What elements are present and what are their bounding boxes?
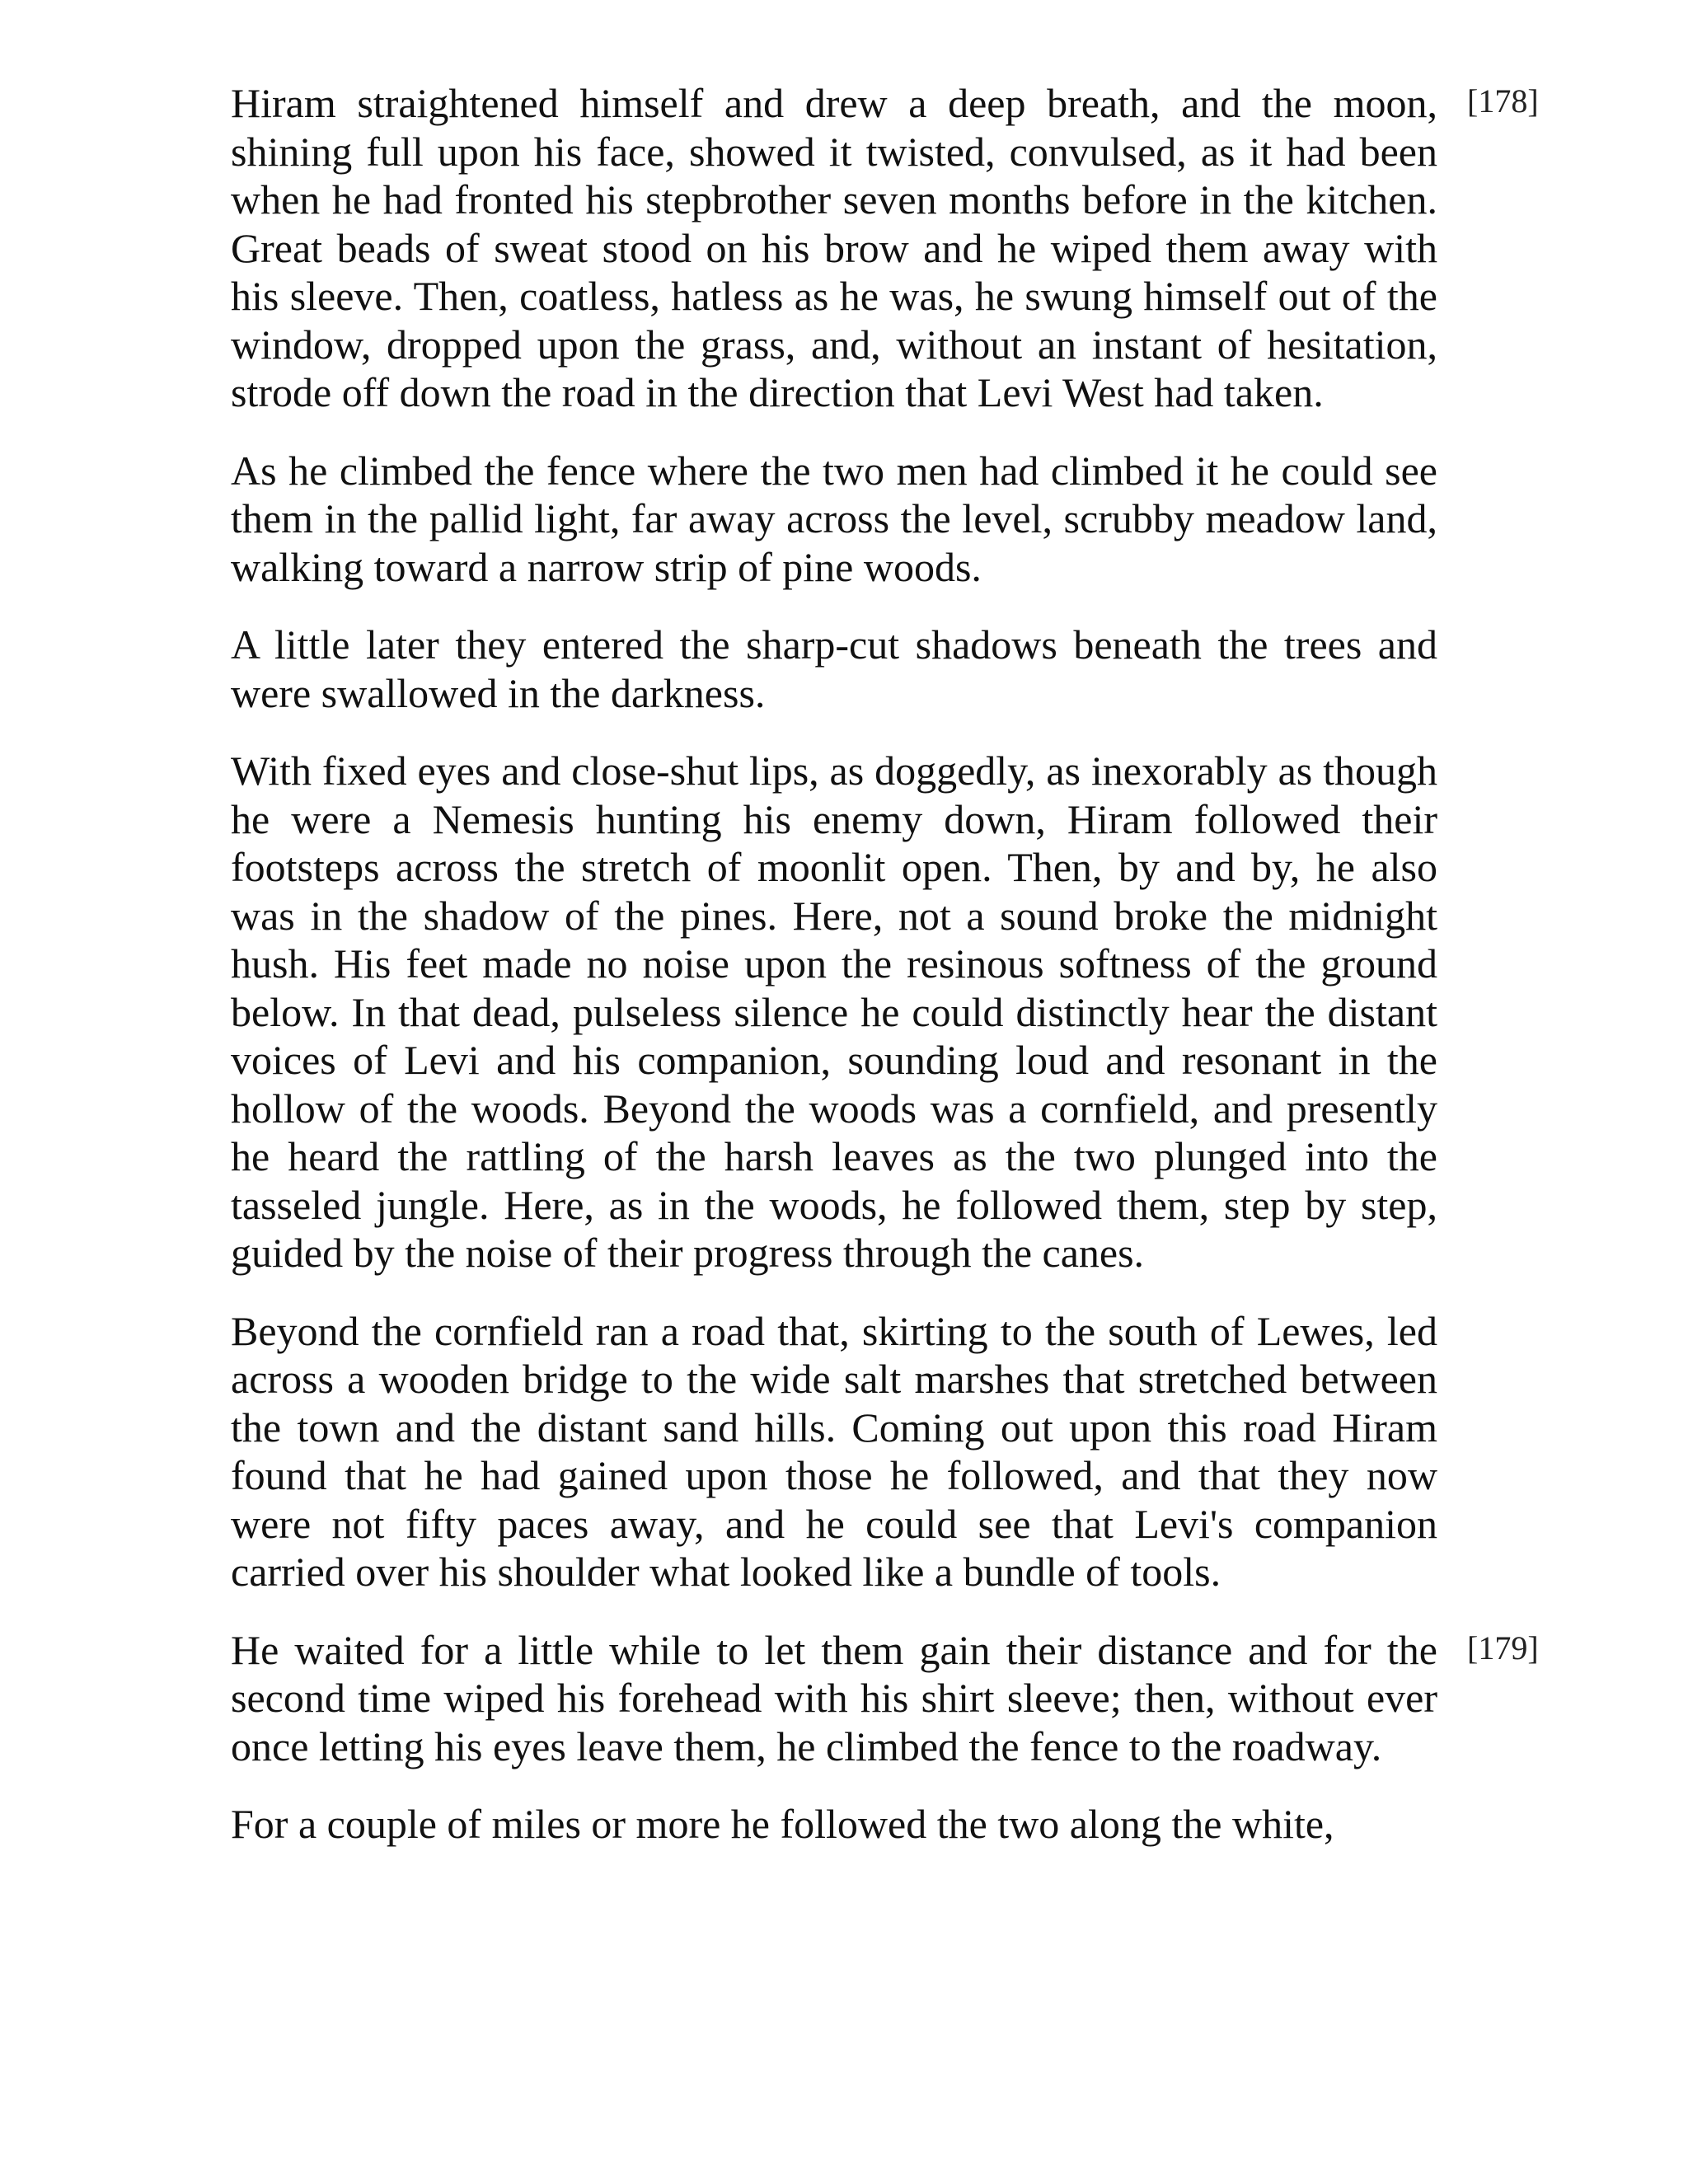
paragraph-1-text: Hiram straightened himself and drew a deep breath, and the moon, shining full upon his face, showed it twisted, convulsed, as it had been when he had fronted his stepbrother seven months before in the kitchen. Great beads of sweat stood on his brow and he wiped them away with his sleeve. Then, coatless, hatless as he was, he swung himself out of the window, dropped upon the grass, and, without an instant of hesitation, strode off down the road in the direction that Levi West had taken. [231, 80, 1437, 415]
paragraph-5 [231, 1307, 1437, 1596]
paragraph-4-text: With fixed eyes and close-shut lips, as doggedly, as inexorably as though he were a Nemesis hunting his enemy down, Hiram followed their footsteps across the stretch of moonlit open. Then, by and by, he also was in the shadow of the pines. Here, not a sound broke the midnight hush. His feet made no noise upon the resinous softness of the ground below. In that dead, pulseless silence he could distinctly hear the distant voices of Levi and his companion, sounding loud and resonant in the hollow of the woods. Beyond the woods was a cornfield, and presently he heard the rattling of the harsh leaves as the two plunged into the tasseled jungle. Here, as in the woods, he followed them, step by step, guided by the noise of their progress through the canes. [231, 748, 1437, 1276]
paragraph-2 [231, 447, 1437, 592]
paragraph-3-text: A little later they entered the sharp-cut shadows beneath the trees and were swallowed in the darkness. [231, 621, 1437, 716]
paragraph-6-text: He waited for a little while to let them gain their distance and for the second time wiped his forehead with his shirt sleeve; then, without ever once letting his eyes leave them, he climbed the fence to the roadway. [231, 1626, 1437, 1769]
paragraph-7-text: For a couple of miles or more he followed the two along the white, [231, 1801, 1334, 1847]
paragraph-4 [231, 747, 1437, 1277]
page-number-178: [178] [1467, 82, 1539, 120]
paragraph-2-text: As he climbed the fence where the two men had climbed it he could see them in the pallid light, far away across the level, scrubby meadow land, walking toward a narrow strip of pine woods. [231, 447, 1437, 590]
book-page [231, 79, 1539, 1878]
paragraph-1 [231, 79, 1539, 417]
paragraph-3 [231, 621, 1437, 717]
paragraph-5-text: Beyond the cornfield ran a road that, skirting to the south of Lewes, led across a wooden bridge to the wide salt marshes that stretched between the town and the distant sand hills. Coming out upon this road Hiram found that he had gained upon those he followed, and that they now were not fifty paces away, and he could see that Levi's companion carried over his shoulder what looked like a bundle of tools. [231, 1307, 1437, 1595]
paragraph-6 [231, 1626, 1539, 1771]
paragraph-7 [231, 1800, 1437, 1849]
page-number-179: [179] [1467, 1629, 1539, 1666]
